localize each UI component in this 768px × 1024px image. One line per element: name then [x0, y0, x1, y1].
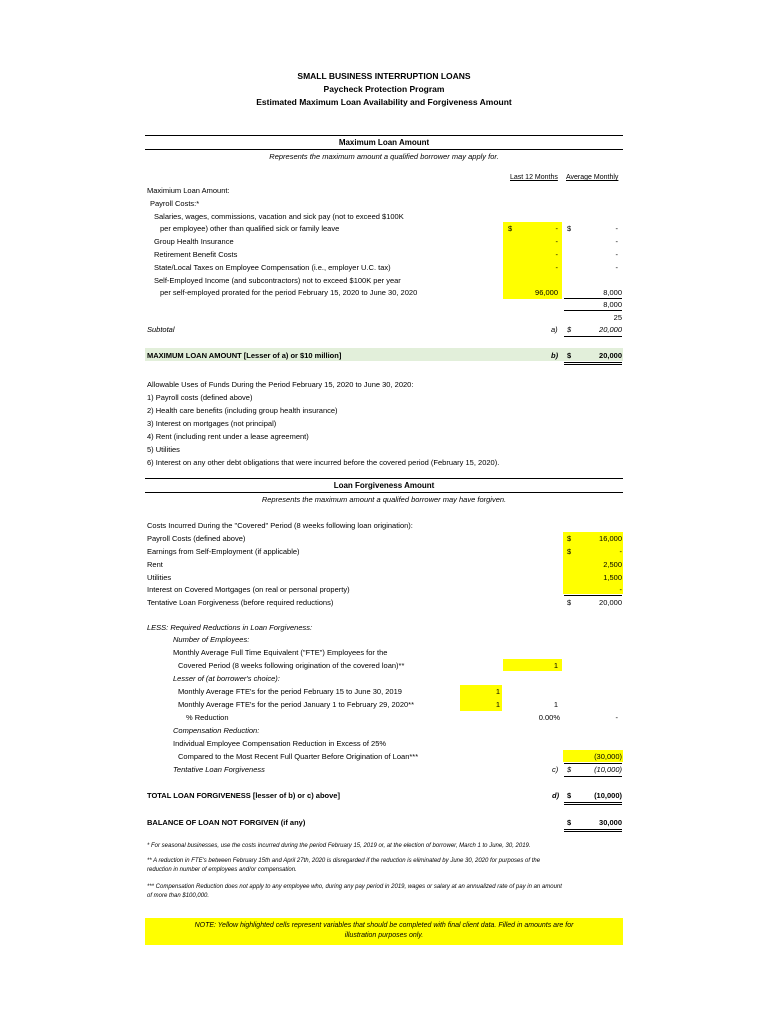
earnings-label: Earnings from Self-Employment (if applicable) [147, 547, 300, 556]
state-taxes-label: State/Local Taxes on Employee Compensation (i.e., employer U.C. tax) [154, 263, 391, 272]
costs-heading: Costs Incurred During the "Covered" Period (8 weeks following loan origination): [147, 521, 413, 530]
health-average-value: - [615, 237, 618, 246]
footnote-2-line1: ** A reduction in FTE's between February 15th and April 27th, 2020 is disregarded if the reduction is eliminated by June 30, 2020 for purposes of the [147, 858, 541, 864]
fte-2019-value[interactable]: 1 [495, 687, 500, 696]
footnote-3-line2: of more than $100,000. [147, 893, 210, 899]
pct-reduction-value: 0.00% [538, 713, 560, 722]
self-employed-last12-value[interactable]: 96,000 [535, 288, 558, 297]
doc-title-line2: Paycheck Protection Program [323, 84, 445, 94]
max-loan-amount-label: MAXIMUM LOAN AMOUNT [Lesser of a) or $10 million] [147, 351, 342, 360]
fte-2020-value[interactable]: 1 [495, 700, 500, 709]
total-forgiveness-label: TOTAL LOAN FORGIVENESS [lesser of b) or c) above] [147, 791, 340, 800]
tentative2-rule [564, 776, 622, 777]
salaries-label-line1: Salaries, wages, commissions, vacation and sick pay (not to exceed $100K [154, 212, 404, 221]
tentative2-value: (10,000) [594, 765, 622, 774]
self-employed-average-value: 8,000 [603, 288, 622, 297]
uses-heading: Allowable Uses of Funds During the Period February 15, 2020 to June 30, 2020: [147, 380, 414, 389]
balance-value: 30,000 [599, 818, 622, 827]
compared-value[interactable]: (30,000) [594, 752, 622, 761]
less-reductions-label: LESS: Required Reductions in Loan Forgiveness: [147, 623, 313, 632]
forgive-heading-rule [145, 492, 623, 493]
fte-2019-label: Monthly Average FTE's for the period February 15 to June 30, 2019 [178, 687, 402, 696]
uses-item: 3) Interest on mortgages (not principal) [147, 419, 277, 428]
max-section-subheading: Represents the maximum amount a qualified borrower may apply for. [269, 152, 499, 161]
total-rule-2 [564, 804, 622, 805]
average-sum-rule-2 [564, 310, 622, 311]
pct-reduction-label: % Reduction [186, 713, 229, 722]
self-employed-label-line2: per self-employed prorated for the period February 15, 2020 to June 30, 2020 [160, 288, 418, 297]
retirement-average-value: - [615, 250, 618, 259]
max-loan-label: Maximium Loan Amount: [147, 186, 230, 195]
uses-item: 1) Payroll costs (defined above) [147, 393, 253, 402]
state-taxes-average-value: - [615, 263, 618, 272]
fte-label-line2: Covered Period (8 weeks following origination of the covered loan)** [178, 661, 405, 670]
earnings-dollar: $ [567, 547, 572, 556]
lesser-of-label: Lesser of (at borrower's choice): [173, 674, 280, 683]
indiv-comp-label: Individual Employee Compensation Reduction in Excess of 25% [173, 739, 387, 748]
forgive-section-top-rule [145, 478, 623, 479]
fte-lesser-value: 1 [553, 700, 558, 709]
health-insurance-label: Group Health Insurance [154, 237, 234, 246]
salaries-label-line2: per employee) other than qualified sick or family leave [160, 224, 340, 233]
total-rule-1 [564, 802, 622, 803]
forgive-section-heading: Loan Forgiveness Amount [333, 481, 435, 490]
comp-reduction-label: Compensation Reduction: [173, 726, 260, 735]
uses-item: 2) Health care benefits (including group health insurance) [147, 406, 338, 415]
balance-rule-1 [564, 829, 622, 830]
footnote-2-line2: reduction in number of employees and/or compensation. [147, 867, 297, 873]
fte-value[interactable]: 1 [553, 661, 558, 670]
average-sum-rule-1 [564, 298, 622, 299]
retirement-last12-value[interactable]: - [555, 250, 558, 259]
payroll-costs-defined-label: Payroll Costs (defined above) [147, 534, 246, 543]
costs-sum-rule [564, 595, 622, 596]
uses-item: 6) Interest on any other debt obligations that were incurred before the covered period (February 15, 2020). [147, 458, 500, 467]
total-forgiveness-tag: d) [552, 791, 560, 800]
col-header-last12: Last 12 Months [510, 174, 558, 181]
subtotal-tag: a) [551, 325, 558, 334]
note-line2: illustration purposes only. [344, 932, 424, 939]
max-loan-rule-1 [564, 362, 622, 363]
tentative2-label: Tentative Loan Forgiveness [173, 765, 265, 774]
rent-value[interactable]: 2,500 [603, 560, 622, 569]
balance-rule-2 [564, 831, 622, 832]
salaries-average-value: - [615, 224, 618, 233]
salaries-last12-value[interactable]: - [555, 224, 558, 233]
pct-reduction-amount: - [615, 713, 618, 722]
uses-item: 5) Utilities [147, 445, 180, 454]
max-loan-rule-2 [564, 364, 622, 365]
tentative-dollar: $ [567, 598, 572, 607]
col-header-average: Average Monthly [566, 174, 619, 181]
note-line1: NOTE: Yellow highlighted cells represent variables that should be completed with final client data. Filled in amounts are for [194, 922, 574, 929]
uses-item: 4) Rent (including rent under a lease agreement) [147, 432, 309, 441]
total-forgiveness-dollar: $ [567, 791, 572, 800]
state-taxes-last12-value[interactable]: - [555, 263, 558, 272]
number-employees-label: Number of Employees: [173, 635, 250, 644]
tentative2-tag: c) [552, 765, 559, 774]
balance-label: BALANCE OF LOAN NOT FORGIVEN (if any) [147, 818, 306, 827]
max-section-heading: Maximum Loan Amount [338, 138, 430, 147]
section-top-rule [145, 135, 623, 136]
subtotal-value: 20,000 [599, 325, 622, 334]
self-employed-label-line1: Self-Employed Income (and subcontractors) not to exceed $100K per year [154, 276, 401, 285]
salaries-dollar-1: $ [508, 224, 513, 233]
health-last12-value[interactable]: - [555, 237, 558, 246]
balance-dollar: $ [567, 818, 572, 827]
subtotal-label: Subtotal [147, 325, 175, 334]
payroll-costs-label: Payroll Costs:* [150, 199, 200, 208]
max-loan-value: 20,000 [599, 351, 622, 360]
rent-label: Rent [147, 560, 163, 569]
interest-mortgage-value[interactable]: - [619, 585, 622, 594]
fte-label-line1: Monthly Average Full Time Equivalent ("FTE") Employees for the [173, 648, 388, 657]
footnote-3-line1: *** Compensation Reduction does not apply to any employee who, during any pay period in 2019, wages or salary at an annualized rate of pay in an amount [147, 884, 562, 890]
doc-title-line3: Estimated Maximum Loan Availability and Forgiveness Amount [256, 97, 512, 107]
footnote-1: * For seasonal businesses, use the costs incurred during the period February 15, 2019 or, at the election of borrower, March 1 to June, 30, 2019. [147, 843, 531, 849]
subtotal-dollar: $ [567, 325, 572, 334]
max-loan-tag: b) [551, 351, 559, 360]
tentative-value: 20,000 [599, 598, 622, 607]
section-heading-rule [145, 149, 623, 150]
average-extra-value-1: 8,000 [603, 300, 622, 309]
compared-rule [564, 763, 622, 764]
payroll-dollar: $ [567, 534, 572, 543]
compared-label: Compared to the Most Recent Full Quarter Before Origination of Loan*** [178, 752, 419, 761]
doc-title-line1: SMALL BUSINESS INTERRUPTION LOANS [297, 71, 471, 81]
retirement-label: Retirement Benefit Costs [154, 250, 238, 259]
tentative2-dollar: $ [567, 765, 572, 774]
interest-mortgage-label: Interest on Covered Mortgages (on real or personal property) [147, 585, 350, 594]
payroll-value[interactable]: 16,000 [599, 534, 622, 543]
tentative-forgiveness-label: Tentative Loan Forgiveness (before required reductions) [147, 598, 334, 607]
average-extra-value-2: 25 [613, 313, 622, 322]
salaries-dollar-2: $ [567, 224, 572, 233]
utilities-value[interactable]: 1,500 [603, 573, 622, 582]
forgive-section-subheading: Represents the maximum amount a qualifed borrower may have forgiven. [261, 495, 507, 504]
subtotal-rule [564, 336, 622, 337]
utilities-label: Utilities [147, 573, 172, 582]
total-forgiveness-value: (10,000) [594, 791, 622, 800]
max-loan-dollar: $ [567, 351, 572, 360]
fte-2020-label: Monthly Average FTE's for the period January 1 to February 29, 2020** [178, 700, 415, 709]
earnings-value[interactable]: - [619, 547, 622, 556]
